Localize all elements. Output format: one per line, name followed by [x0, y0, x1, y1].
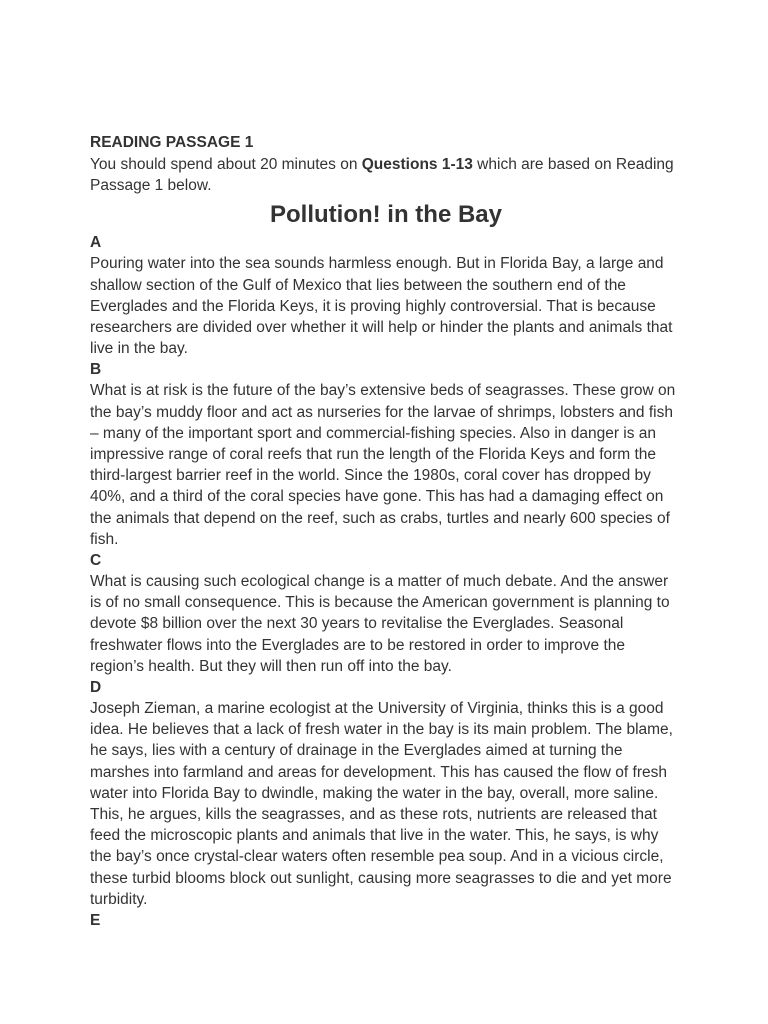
section-a: [90, 232, 682, 359]
section-paragraph: What is at risk is the future of the bay’s extensive beds of seagrasses. These grow on the bay’s muddy floor and act as nurseries for the larvae of shrimps, lobsters and fish – many of the important sport and commercial-fishing species. Also in danger is an impressive range of coral reefs that run the length of the Florida Keys and form the third-largest barrier reef in the world. Since the 1980s, coral cover has dropped by 40%, and a third of the coral species have gone. This has had a damaging effect on the animals that depend on the reef, such as crabs, turtles and nearly 600 species of fish.: [90, 382, 676, 548]
instructions-text-before: You should spend about 20 minutes on: [90, 156, 362, 173]
instructions-text-after: which are based on Reading Passage 1 below.: [90, 156, 674, 195]
section-e: [90, 910, 682, 931]
section-b: [90, 359, 682, 550]
passage-title: Pollution! in the Bay: [270, 201, 502, 229]
section-paragraph: What is causing such ecological change is a matter of much debate. And the answer is of no small consequence. This is because the American government is planning to devote $8 billion over the next 30 years to revitalise the Everglades. Seasonal freshwater flows into the Everglades are to be restored in order to improve the region’s health. But they will then run off into the bay.: [90, 573, 670, 675]
section-letter: B: [90, 361, 102, 379]
section-d: [90, 677, 682, 910]
section-paragraph: Pouring water into the sea sounds harmless enough. But in Florida Bay, a large and shallow section of the Gulf of Mexico that lies between the southern end of the Everglades and the Florida Keys, it is proving highly controversial. That is because researchers are divided over whether it will help or hinder the plants and animals that live in the bay.: [90, 255, 673, 358]
section-paragraph: Joseph Zieman, a marine ecologist at the University of Virginia, thinks this is a good idea. He believes that a lack of fresh water in the bay is its main problem. The blame, he says, lies with a century of drainage in the Everglades aimed at turning the marshes into farmland and areas for development. This has caused the flow of fresh water into Florida Bay to dwindle, making the water in the bay, overall, more saline. This, he argues, kills the seagrasses, and as these rots, nutrients are released that feed the microscopic plants and animals that live in the water. This, he says, is why the bay’s once crystal-clear waters often resemble pea soup. And in a vicious circle, these turbid blooms block out sunlight, causing more seagrasses to die and yet more turbidity.: [90, 700, 673, 908]
instructions: [90, 154, 682, 196]
reading-passage-page: [90, 132, 682, 931]
section-letter: A: [90, 234, 102, 252]
passage-label: READING PASSAGE 1: [90, 134, 254, 151]
section-c: [90, 550, 682, 677]
section-letter: E: [90, 912, 101, 930]
section-letter: D: [90, 679, 102, 697]
instructions-questions-range: Questions 1-13: [361, 156, 473, 173]
section-letter: C: [90, 552, 102, 570]
